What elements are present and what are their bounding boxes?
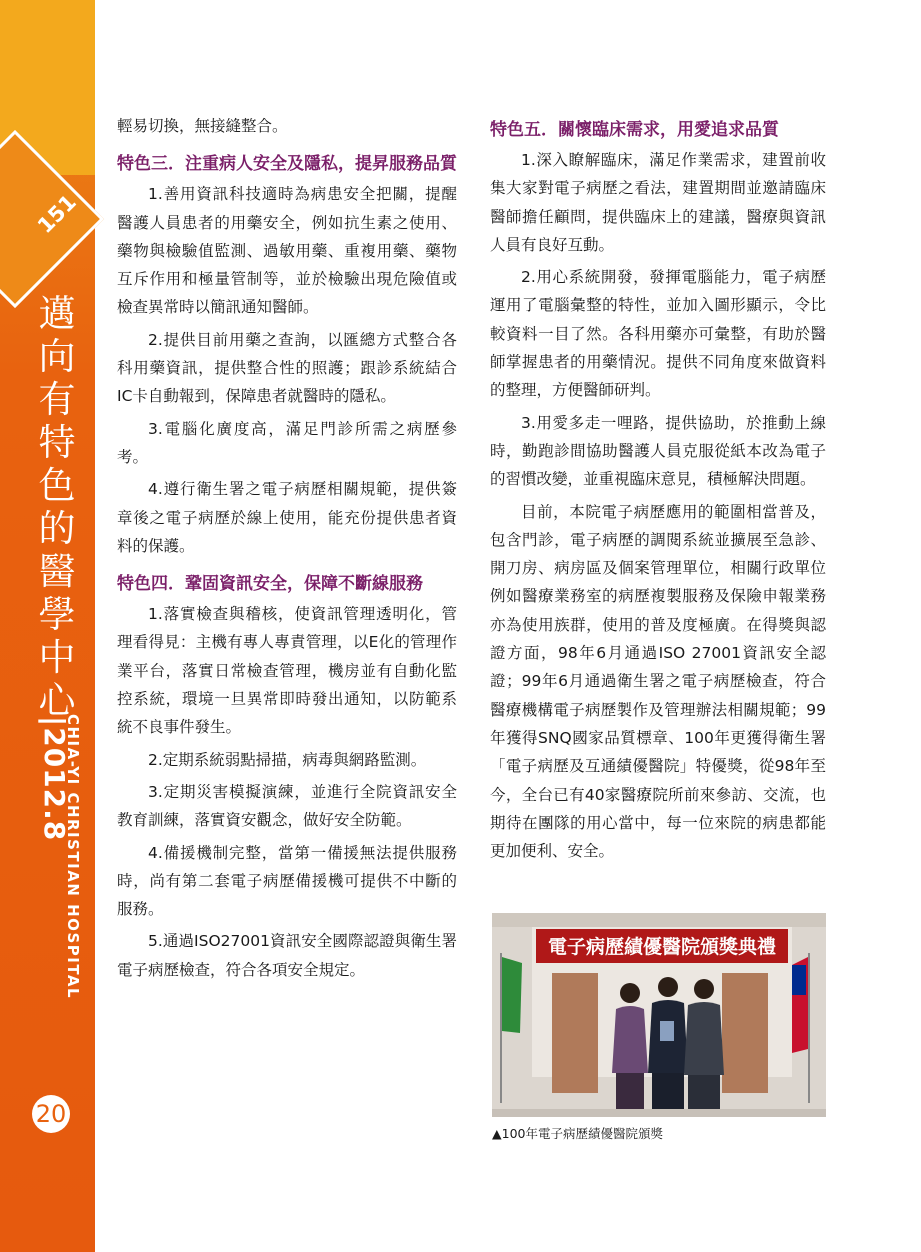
green-flag bbox=[502, 957, 522, 1033]
list-item: 4.備援機制完整，當第一備援無法提供服務時，尚有第二套電子病歷備援機可提供不中斷的服務。 bbox=[117, 843, 457, 919]
title-char: 的 bbox=[38, 507, 76, 550]
title-char: 特 bbox=[38, 421, 76, 464]
left-column bbox=[117, 112, 457, 984]
list-item: 1.落實檢查與稽核，使資訊管理透明化，管理看得見：主機有專人專責管理，以E化的管理作業平台，落實日常檢查管理，機房並有自動化監控系統，環境一旦異常即時發出通知，以防範系統不良事件發生。 bbox=[117, 605, 457, 737]
title-char: 邁 bbox=[38, 292, 76, 335]
list-item: 4.遵行衛生署之電子病歷相關規範，提供簽章後之電子病歷於線上使用，能充份提供患者資料的保護。 bbox=[117, 480, 457, 555]
page-number: 20 bbox=[32, 1095, 70, 1133]
title-char: 有 bbox=[38, 378, 76, 421]
right-column bbox=[490, 112, 826, 865]
list-item: 1.善用資訊科技適時為病患安全把關，提醒醫護人員患者的用藥安全，例如抗生素之使用、藥物與檢驗值監測、過敏用藥、重複用藥、藥物互斥作用和極量管制等，並於檢驗出現危險值或檢查異常時以簡訊通知醫師。 bbox=[117, 185, 457, 317]
award-photo bbox=[492, 913, 826, 1117]
title-char: 中 bbox=[38, 636, 76, 679]
issue-date: |2012.8 bbox=[38, 716, 71, 842]
sidebar bbox=[0, 0, 95, 1252]
list-item: 5.通過ISO27001資訊安全國際認證與衛生署電子病歷檢查，符合各項安全規定。 bbox=[117, 932, 457, 979]
conclusion-paragraph: 目前，本院電子病歷應用的範圍相當普及，包含門診，電子病歷的調閱系統並擴展至急診、開刀房、病房區及個案管理單位，相關行政單位例如醫療業務室的病歷複製服務及保險申報業務亦為使用族群，使用的普及度極廣。在得獎與認證方面，98年6月通過ISO 27001資訊安全認證；99年6月通過衛生署之電子病歷檢查，符合醫療機構電子病歷製作及管理辦法相關規範；99年獲得SNQ國家品質標章、100年更獲得衛生署「電子病歷及互通績優醫院」特優獎，從98年至今，全台已有40家醫療院所前來參訪、交流，也期待在團隊的用心當中，每一位來院的病患都能更加便利、安全。 bbox=[490, 502, 826, 861]
title-char: 色 bbox=[38, 464, 76, 507]
intro-paragraph: 輕易切換，無接縫整合。 bbox=[117, 117, 288, 135]
section-heading-5: 特色五．關懷臨床需求，用愛追求品質 bbox=[490, 120, 779, 140]
title-char: 向 bbox=[38, 335, 76, 378]
title-char: 學 bbox=[38, 593, 76, 636]
award-photo-illustration bbox=[492, 913, 826, 1117]
list-item: 2.定期系統弱點掃描，病毒與網路監測。 bbox=[148, 750, 427, 769]
list-item: 3.定期災害模擬演練，並進行全院資訊安全教育訓練，落實資安觀念，做好安全防範。 bbox=[117, 782, 457, 830]
award-plaque bbox=[660, 1021, 674, 1041]
magazine-title bbox=[37, 292, 77, 722]
section-heading-3: 特色三．注重病人安全及隱私，提昇服務品質 bbox=[117, 154, 457, 175]
list-item: 1.深入瞭解臨床，滿足作業需求，建置前收集大家對電子病歷之看法，建置期間並邀請臨床醫師擔任顧問，提供臨床上的建議，醫療與資訊人員有良好互動。 bbox=[490, 151, 826, 254]
hospital-name: CHIA-YI CHRISTIAN HOSPITAL bbox=[64, 714, 82, 1000]
list-item: 2.提供目前用藥之查詢，以匯總方式整合各科用藥資訊，提供整合性的照護；跟診系統結合IC卡自動報到，保障患者就醫時的隱私。 bbox=[117, 330, 457, 406]
list-item: 3.電腦化廣度高，滿足門診所需之病歷參考。 bbox=[117, 419, 457, 466]
section-heading-4: 特色四．鞏固資訊安全，保障不斷線服務 bbox=[117, 574, 423, 595]
list-item: 3.用愛多走一哩路，提供協助，於推動上線時，勤跑診間協助醫護人員克服從紙本改為電子的習慣改變，並重視臨床意見，積極解決問題。 bbox=[490, 413, 826, 489]
banner-text: 電子病歷績優醫院頒獎典禮 bbox=[547, 936, 777, 958]
page-code: 151 bbox=[32, 190, 81, 238]
title-char: 心 bbox=[38, 679, 76, 722]
list-item: 2.用心系統開發，發揮電腦能力，電子病歷運用了電腦彙整的特性，並加入圖形顯示，令比較資料一目了然。各科用藥亦可彙整，有助於醫師掌握患者的用藥情況。提供不同角度來做資料的整理，方便醫師研判。 bbox=[490, 268, 826, 400]
title-char: 醫 bbox=[38, 550, 76, 593]
photo-caption: ▲100年電子病歷績優醫院頒獎 bbox=[492, 1126, 663, 1141]
